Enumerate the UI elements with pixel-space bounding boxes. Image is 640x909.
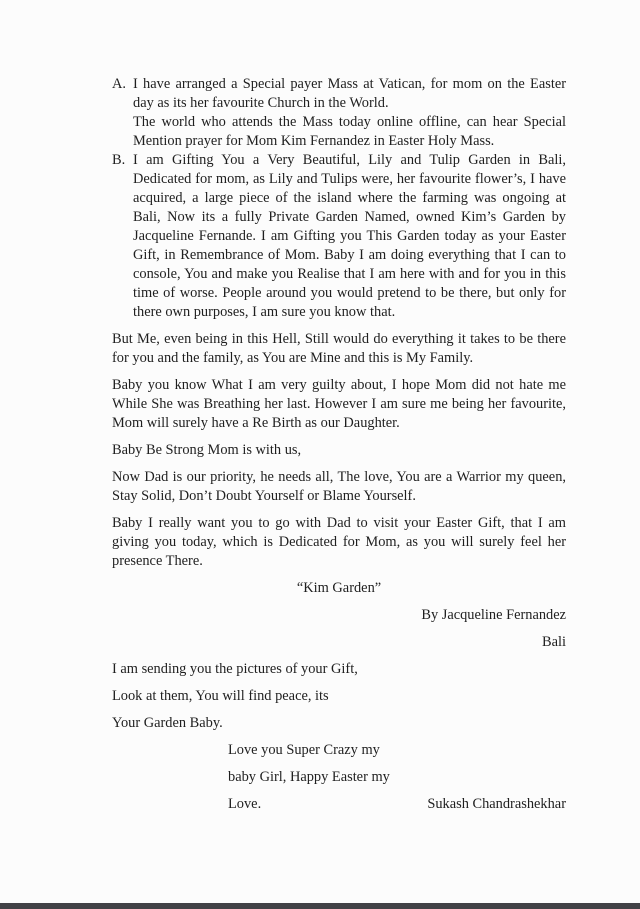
closing-line-1: I am sending you the pictures of your Gift, [112,661,358,677]
body-paragraph-5: Baby I really want you to go with Dad to visit your Easter Gift, that I am giving you today, which is Dedicated for Mom, as you will surely feel her presence There. [112,515,566,569]
signature-name: Sukash Chandrashekhar [427,796,566,812]
list-item-a [112,75,566,151]
closing-line-3: Your Garden Baby. [112,715,223,731]
list-item-b-label: B. [112,152,126,168]
attribution-location: Bali [542,634,566,650]
list-item-a-paragraph-1: I have arranged a Special payer Mass at Vatican, for mom on the Easter day as its her favourite Church in the World. [133,76,566,111]
list-item-b-text [133,151,566,322]
garden-title: “Kim Garden” [296,580,382,596]
list-item-a-paragraph-2: The world who attends the Mass today online offline, can hear Special Mention prayer for Mom Kim Fernandez in Easter Holy Mass. [133,114,566,149]
closing-line-2: Look at them, You will find peace, its [112,688,329,704]
attribution-by-line: By Jacqueline Fernandez [421,607,566,623]
body-paragraph-4: Now Dad is our priority, he needs all, The love, You are a Warrior my queen, Stay Solid, Don’t Doubt Yourself or Blame Yourself. [112,469,566,504]
signoff-line-2: baby Girl, Happy Easter my [228,769,390,785]
lettered-list [112,75,566,322]
list-item-b-paragraph-1: I am Gifting You a Very Beautiful, Lily and Tulip Garden in Bali, Dedicated for mom, as Lily and Tulips were, her favourite flower’s, I have acquired, a large piece of the island where the farming was ongoing at Bali, Now its a fully Private Garden Named, owned Kim’s Garden by Jacqueline Fernande. I am Gifting you This Garden today as your Easter Gift, in Remembrance of Mom. Baby I am doing everything that I can to console, You and make you Realise that I am here with and for you in this time of worse. People around you would pretend to be there, but only for there own purposes, I am sure you know that. [133,152,566,320]
list-item-a-label: A. [112,76,126,92]
signoff-last-row [228,795,566,814]
body-paragraph-3: Baby Be Strong Mom is with us, [112,442,302,458]
list-item-b [112,151,566,322]
signoff-line-1: Love you Super Crazy my [228,742,380,758]
signoff-block [228,741,566,814]
letter-body [112,75,566,814]
body-paragraph-1: But Me, even being in this Hell, Still would do everything it takes to be there for you and the family, as You are Mine and this is My Family. [112,331,566,366]
body-paragraph-2: Baby you know What I am very guilty about, I hope Mom did not hate me While She was Breathing her last. However I am sure me being her favourite, Mom will surely have a Re Birth as our Daughter. [112,377,566,431]
signoff-love: Love. [228,796,262,812]
list-item-a-text [133,75,566,151]
bottom-letterbox-bar [0,903,640,909]
